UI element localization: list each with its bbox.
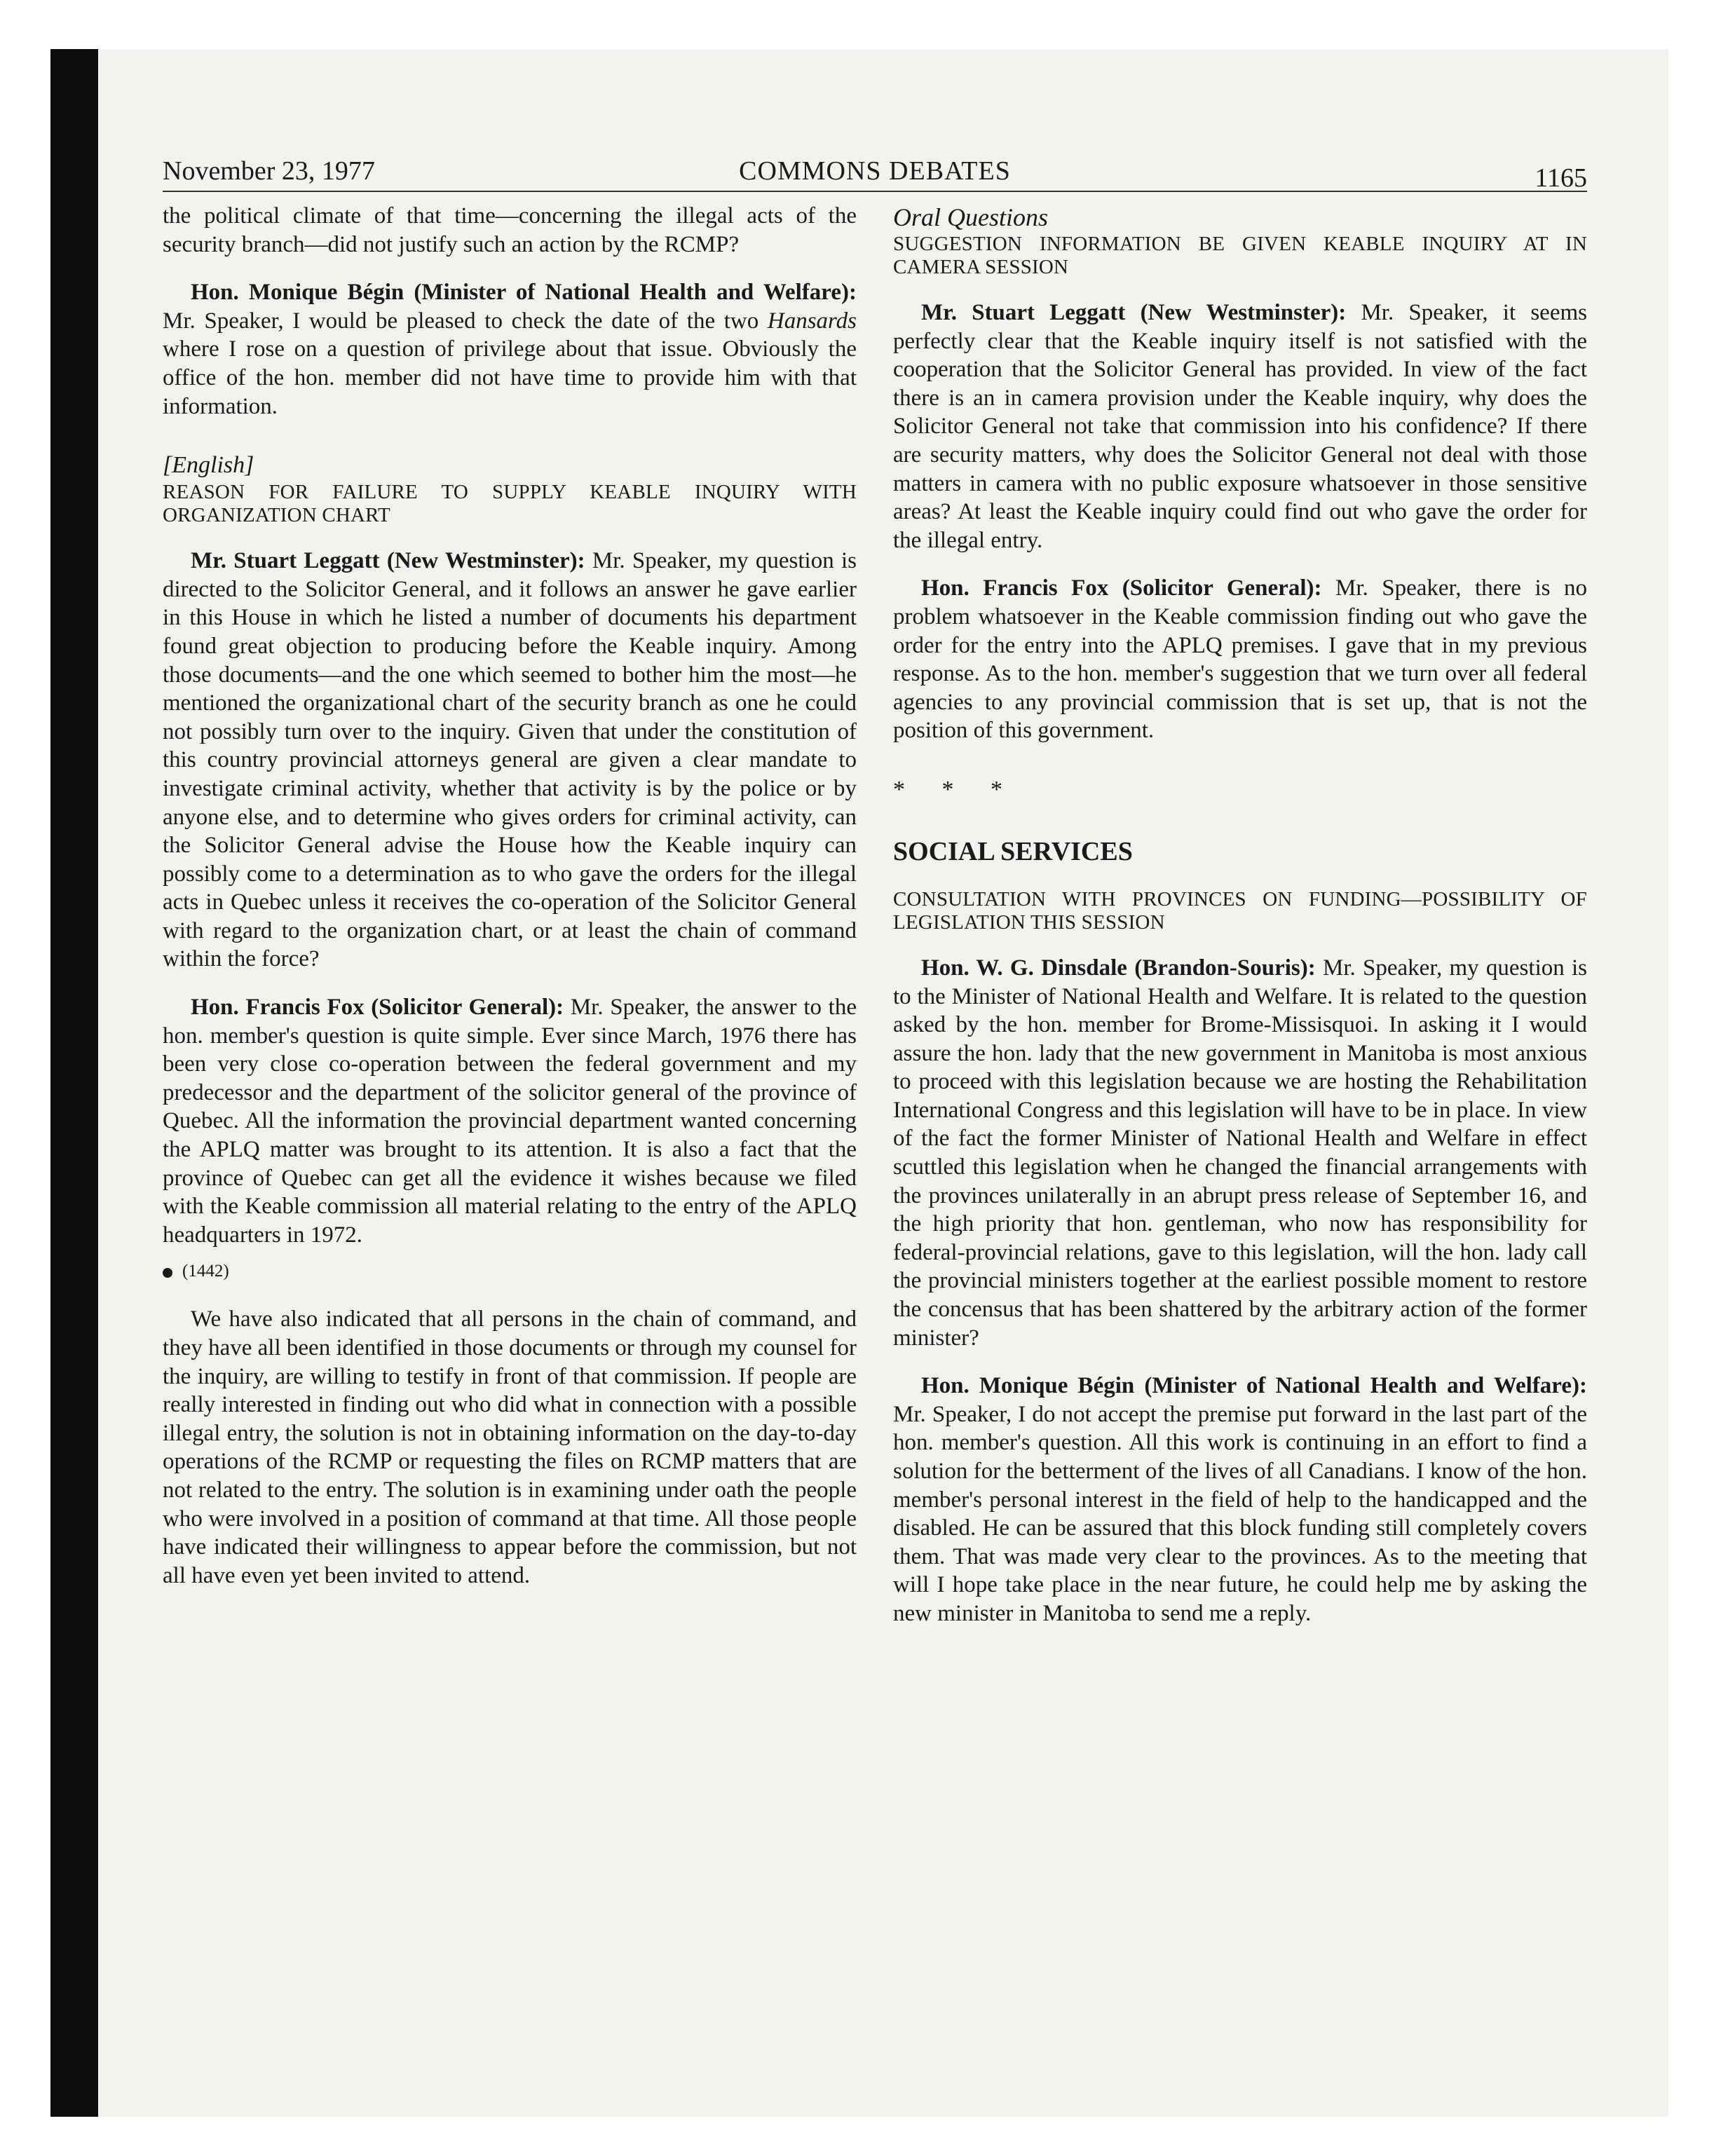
speech-fox-continued — [163, 1305, 857, 1590]
speech-fox — [893, 574, 1587, 745]
page-number: 1165 — [1535, 163, 1587, 193]
topic-subheading: REASON FOR FAILURE TO SUPPLY KEABLE INQUIRY WITH ORGANIZATION CHART — [163, 481, 857, 527]
bullet-icon — [163, 1268, 172, 1278]
speech-text: Mr. Speaker, there is no problem whatsoever in the Keable commission finding out who gave the order for the entry into the APLQ premises. I gave that in my previous response. As to the hon. member's suggestion that we turn over all federal agencies to any provincial commission that is set up, that is not the position of this government. — [893, 575, 1587, 744]
speech-text: Mr. Speaker, it seems perfectly clear that the Keable inquiry itself is not satisfied with the cooperation that the Solicitor General has provided. In view of the fact there is an in camera provision under the Keable inquiry, why does the Solicitor General not take that commission into his confidence? If there are security matters, why does the Solicitor General not deal with those matters in camera with no public exposure whatsoever in those sensitive areas? At least the Keable inquiry could find out who gave the order for the illegal entry. — [893, 300, 1587, 553]
speaker-name: Hon. W. G. Dinsdale (Brandon-Souris): — [921, 955, 1316, 981]
topic-subheading: SUGGESTION INFORMATION BE GIVEN KEABLE INQUIRY AT IN CAMERA SESSION — [893, 233, 1587, 278]
speech-text: We have also indicated that all persons in the chain of command, and they have all been identified in those documents or through my counsel for the inquiry, are willing to testify in front of that commission. If people are really interested in finding out who did what in connection with a possible illegal entry, the solution is not in obtaining information on the day-to-day operations of the RCMP or requesting the files on RCMP matters that are not related to the entry. The solution is in examining under oath the people who were involved in a position of command at that time. All those people have indicated their willingness to appear before the commission, but not all have even yet been invited to attend. — [163, 1306, 857, 1588]
section-rubric: Oral Questions — [893, 203, 1049, 231]
section-heading: SOCIAL SERVICES — [893, 836, 1133, 866]
speaker-name: Hon. Francis Fox (Solicitor General): — [191, 995, 564, 1021]
speaker-name: Mr. Stuart Leggatt (New Westminster): — [191, 548, 585, 574]
scan-border — [50, 49, 98, 2117]
speech-text: Mr. Speaker, my question is to the Minister of National Health and Welfare. It is related to the question asked by the hon. member for Brome-Missisquoi. In asking it I would assure the hon. lady that the new government in Manitoba is most anxious to proceed with this legislation because we are hosting the Rehabilitation International Congress and this legislation will have to be in place. In view of the fact the former Minister of National Health and Welfare in effect scuttled this legislation when he changed the financial arrangements with the provinces unilaterally in an abrupt press release of September 16, and the high priority that hon. gentleman, who now has responsibility for federal-provincial relations, gave to this legislation, will the hon. lady call the provincial ministers together at the earliest possible moment to restore the concensus that has been shattered by the arbitrary action of the former minister? — [893, 955, 1588, 1351]
speech-text: where I rose on a question of privilege about that issue. Obviously the office of the hon. member did not have time to provide him with that information. — [163, 336, 857, 419]
section-separator: * * * — [893, 776, 1018, 803]
time-marker-text: (1442) — [182, 1262, 229, 1281]
speech-text: Mr. Speaker, I do not accept the premise put forward in the last part of the hon. member's question. All this work is continuing in an effort to find a solution for the betterment of the lives of all Canadians. I know of the hon. member's personal interest in the field of help to the handicapped and the disabled. He can be assured that this block funding still completely covers them. That was made very clear to the provinces. As to the meeting that will I hope take place in the near future, he could help me by asking the new minister in Manitoba to send me a reply. — [893, 1401, 1587, 1626]
language-tag: [English] — [163, 452, 254, 479]
left-column — [163, 202, 857, 1590]
running-header — [163, 149, 1587, 192]
speech-fox — [163, 993, 857, 1249]
speech-text: Mr. Speaker, I would be pleased to check the date of the two — [163, 308, 768, 334]
speech-begin — [893, 1372, 1587, 1628]
speech-leggatt — [163, 547, 857, 974]
speaker-name: Mr. Stuart Leggatt (New Westminster): — [921, 300, 1347, 325]
time-marker — [163, 1257, 857, 1285]
speech-dinsdale — [893, 954, 1587, 1352]
speech-text: Mr. Speaker, my question is directed to the Solicitor General, and it follows an answer he gave earlier in this House in which he listed a number of documents his department found great objection to producing before the Keable inquiry. Among those documents—and the one which seemed to bother him the most—he mentioned the organizational chart of the security branch as one he could not possibly turn over to the inquiry. Given that under the constitution of this country provincial attorneys general are given a clear mandate to investigate criminal activity, whether that activity is by the police or by anyone else, and to determine who gives orders for criminal activity, can the Solicitor General advise the House how the Keable inquiry can possibly come to a determination as to who gave the orders for the illegal acts in Quebec unless it receives the co-operation of the Solicitor General with regard to the organization chart, or at least the chain of command within the force? — [163, 548, 857, 972]
speaker-name: Hon. Monique Bégin (Minister of National Health and Welfare): — [191, 280, 857, 306]
header-publication: COMMONS DEBATES — [739, 156, 1011, 186]
paragraph-text: the political climate of that time—concerning the illegal acts of the security branch—did not justify such an action by the RCMP? — [163, 203, 857, 257]
speaker-name: Hon. Monique Bégin (Minister of National Health and Welfare): — [921, 1373, 1587, 1399]
speech-italic-term: Hansards — [767, 308, 857, 334]
right-column — [893, 202, 1587, 1628]
speech-begin — [163, 278, 857, 421]
header-date: November 23, 1977 — [163, 156, 375, 186]
topic-subheading: CONSULTATION WITH PROVINCES ON FUNDING—POSSIBILITY OF LEGISLATION THIS SESSION — [893, 887, 1587, 934]
speaker-name: Hon. Francis Fox (Solicitor General): — [921, 575, 1322, 601]
paragraph-continuation — [163, 202, 857, 259]
speech-text: Mr. Speaker, the answer to the hon. member's question is quite simple. Ever since March, 1976 there has been very close co-operation between the federal government and my predecessor and the department of the solicitor general of the province of Quebec. All the information the provincial department wanted concerning the APLQ matter was brought to its attention. It is also a fact that the province of Quebec can get all the evidence it wishes because we filed with the Keable commission all material relating to the entry of the APLQ headquarters in 1972. — [163, 995, 857, 1248]
speech-leggatt — [893, 299, 1587, 554]
